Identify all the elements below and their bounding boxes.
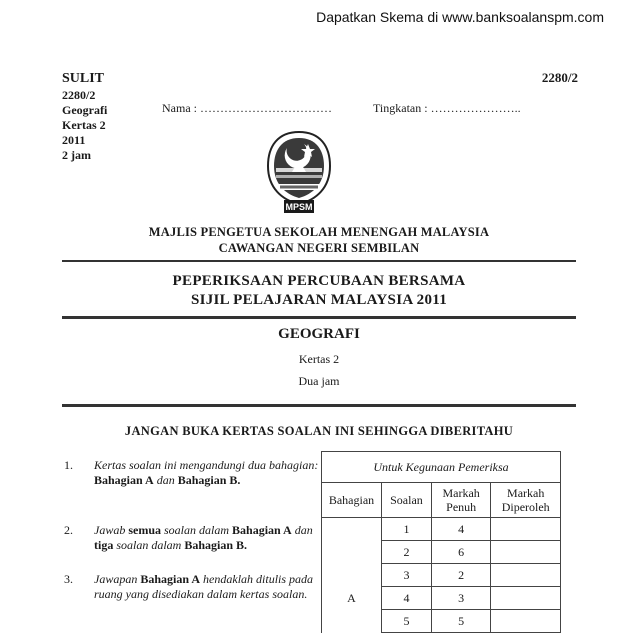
council-line-1: MAJLIS PENGETUA SEKOLAH MENENGAH MALAYSIA xyxy=(148,225,490,239)
divider xyxy=(62,260,576,262)
full-marks-cell: 5 xyxy=(431,610,491,633)
form-field: Tingkatan : ………………….. xyxy=(373,101,521,115)
obtained-marks-cell[interactable] xyxy=(491,518,561,541)
watermark-text: Dapatkan Skema di www.banksoalanspm.com xyxy=(316,9,604,25)
instruction-part: hendaklah ditulis pada ruang yang disediakan dalam kertas soalan. xyxy=(94,572,314,601)
school-council-crest-icon xyxy=(262,128,336,216)
instruction-emphasis: tiga xyxy=(94,538,114,552)
duration-label: 2 jam xyxy=(62,148,91,162)
full-marks-cell: 3 xyxy=(431,587,491,610)
divider xyxy=(62,404,576,407)
instruction-emphasis: Bahagian B. xyxy=(184,538,248,552)
instruction-emphasis: semua xyxy=(128,523,162,537)
instruction-emphasis: Bahagian B. xyxy=(177,473,241,487)
full-marks-cell: 6 xyxy=(431,541,491,564)
exam-line-1: PEPERIKSAAN PERCUBAAN BERSAMA xyxy=(172,273,466,289)
exam-title xyxy=(0,272,638,310)
question-cell: 3 xyxy=(382,564,432,587)
council-title xyxy=(0,224,638,256)
subject-label: Geografi xyxy=(62,103,108,117)
obtained-marks-cell[interactable] xyxy=(491,541,561,564)
col-bahagian: Bahagian xyxy=(322,483,382,518)
table-row xyxy=(322,587,561,610)
paper-label: Kertas 2 xyxy=(62,118,106,132)
col-soalan: Soalan xyxy=(382,483,432,518)
instruction-emphasis: Bahagian A xyxy=(140,572,201,586)
subject-paper: Kertas 2 xyxy=(298,352,340,366)
mpsm-logo xyxy=(262,128,336,216)
paper-code-right: 2280/2 xyxy=(541,70,578,85)
paper-metadata xyxy=(62,70,107,163)
col-markah-diperoleh: Markah Diperoleh xyxy=(491,483,561,518)
table-row xyxy=(322,610,561,633)
year-label: 2011 xyxy=(62,133,86,147)
instruction-text xyxy=(94,523,324,553)
section-cell-empty xyxy=(322,564,382,587)
table-row xyxy=(322,541,561,564)
divider xyxy=(62,316,576,319)
subject-duration: Dua jam xyxy=(298,374,340,388)
warning-text: JANGAN BUKA KERTAS SOALAN INI SEHINGGA DIBERITAHU xyxy=(124,424,514,438)
obtained-marks-cell[interactable] xyxy=(491,587,561,610)
name-field: Nama : …………………………… xyxy=(162,101,332,115)
instruction-part: Jawapan xyxy=(94,572,141,586)
table-row xyxy=(322,518,561,541)
section-cell-empty xyxy=(322,541,382,564)
instruction-part: Jawab xyxy=(94,523,129,537)
instruction-part: Kertas soalan ini mengandungi dua bahagian: xyxy=(94,458,319,472)
question-cell: 1 xyxy=(382,518,432,541)
question-cell: 5 xyxy=(382,610,432,633)
exam-line-2: SIJIL PELAJARAN MALAYSIA 2011 xyxy=(190,292,448,308)
logo-text: MPSM xyxy=(285,202,313,212)
instruction-text xyxy=(94,458,324,488)
instruction-emphasis: Bahagian A xyxy=(94,473,154,487)
examiner-table-title: Untuk Kegunaan Pemeriksa xyxy=(322,452,561,483)
question-cell: 2 xyxy=(382,541,432,564)
section-cell: A xyxy=(322,587,382,610)
col-markah-penuh: Markah Penuh xyxy=(431,483,491,518)
paper-code-left: 2280/2 xyxy=(62,88,96,102)
instruction-part: dan xyxy=(291,523,313,537)
council-line-2: CAWANGAN NEGERI SEMBILAN xyxy=(218,241,420,255)
examiner-table xyxy=(321,451,561,633)
instruction-number: 3. xyxy=(64,572,73,586)
obtained-marks-cell[interactable] xyxy=(491,610,561,633)
instruction-part: dan xyxy=(153,473,178,487)
instruction-part: soalan dalam xyxy=(113,538,185,552)
question-cell: 4 xyxy=(382,587,432,610)
obtained-marks-cell[interactable] xyxy=(491,564,561,587)
instruction-number: 1. xyxy=(64,458,73,472)
section-cell-empty xyxy=(322,518,382,541)
instruction-part: soalan dalam xyxy=(161,523,233,537)
section-cell-empty xyxy=(322,610,382,633)
table-row xyxy=(322,564,561,587)
full-marks-cell: 2 xyxy=(431,564,491,587)
instruction-number: 2. xyxy=(64,523,73,537)
subject-title: GEOGRAFI xyxy=(278,326,360,342)
instruction-text xyxy=(94,572,324,602)
sulit-label: SULIT xyxy=(62,71,105,86)
instruction-emphasis: Bahagian A xyxy=(232,523,292,537)
full-marks-cell: 4 xyxy=(431,518,491,541)
